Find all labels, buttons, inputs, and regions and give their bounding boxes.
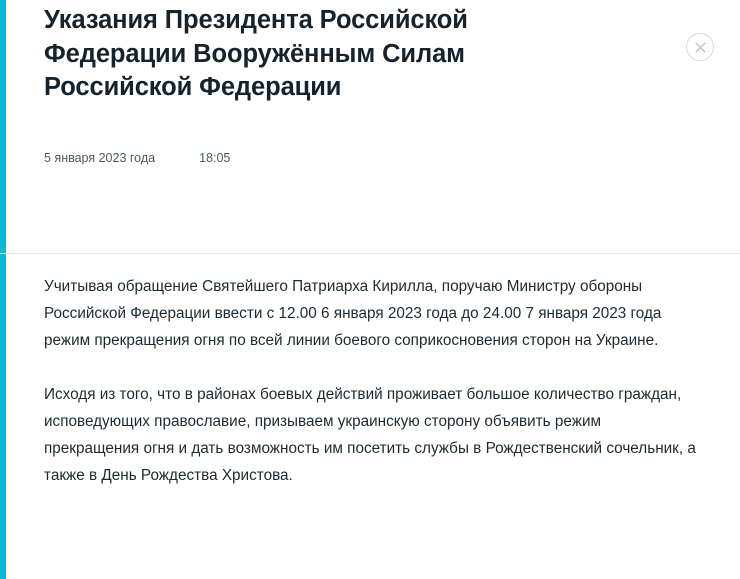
body-paragraph: Учитывая обращение Святейшего Патриарха Кирилла, поручаю Министру обороны Российской Федерации ввести с 12.00 6 января 2023 года до 24.00 7 января 2023 года режим прекращения огня по всей линии боевого соприкосновения сторон на Украине. bbox=[44, 277, 662, 350]
accent-strip bbox=[0, 0, 6, 579]
document-meta bbox=[44, 151, 696, 165]
close-button[interactable] bbox=[686, 33, 714, 61]
body-paragraph: Исходя из того, что в районах боевых действий проживает большое количество граждан, исповедующих православие, призываем украинскую сторону объявить режим прекращения огня и дать возможность им посетить службы в Рождественский сочельник, а также в День Рождества Христова. bbox=[44, 385, 696, 485]
close-icon bbox=[695, 42, 706, 53]
header-divider bbox=[0, 253, 740, 254]
publish-time: 18:05 bbox=[199, 150, 231, 165]
page-title: Указания Президента Российской Федерации Вооружённым Силам Российской Федерации bbox=[44, 6, 468, 102]
document-body bbox=[44, 273, 696, 490]
publish-date: 5 января 2023 года bbox=[44, 150, 156, 165]
